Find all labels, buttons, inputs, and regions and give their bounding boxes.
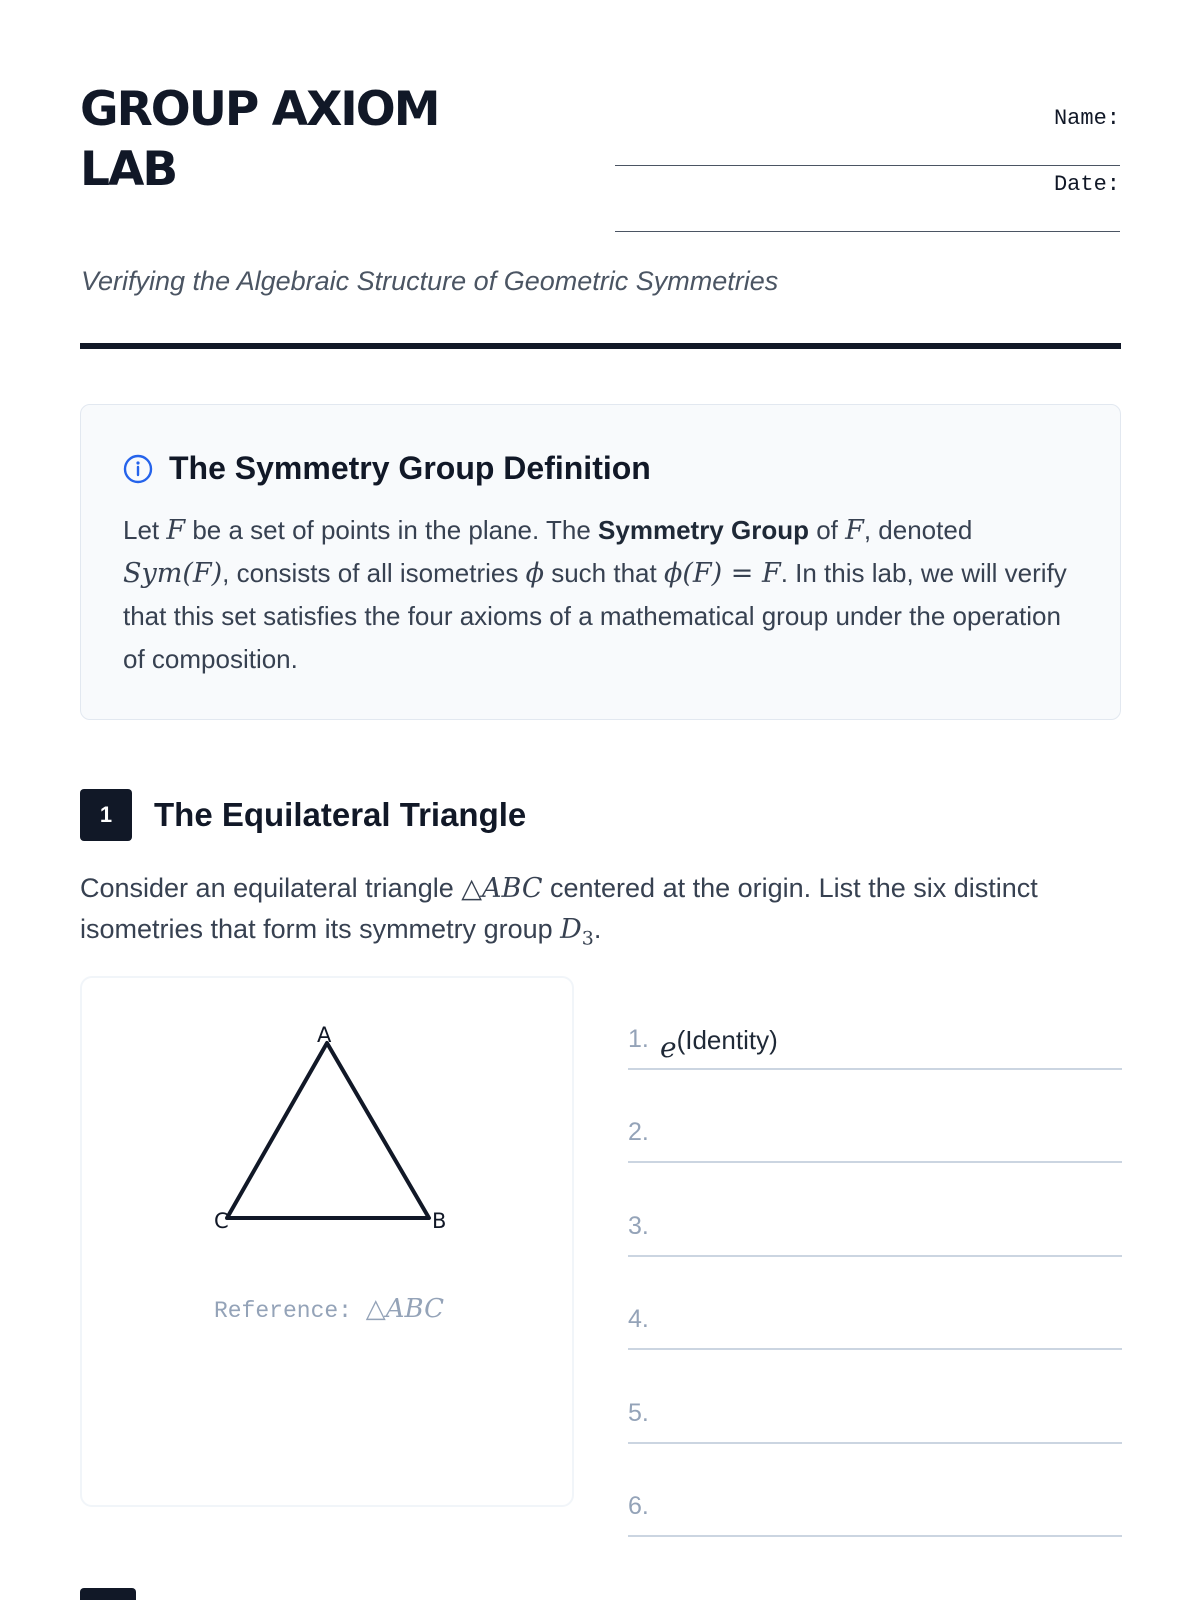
answer-line[interactable]: 3. xyxy=(628,1163,1122,1257)
answer-line[interactable]: 2. xyxy=(628,1070,1122,1164)
date-field[interactable] xyxy=(615,166,1120,232)
info-icon xyxy=(123,454,153,484)
definition-header xyxy=(123,450,651,487)
section-title: The Equilateral Triangle xyxy=(154,796,527,833)
answer-line[interactable]: 6. xyxy=(628,1444,1122,1538)
triangle-shape xyxy=(227,1043,429,1218)
vertex-c-label: C xyxy=(214,1209,229,1233)
date-label: Date: xyxy=(1053,172,1120,197)
section-1-prompt: Consider an equilateral triangle △ABC centered at the origin. List the six distinct isometries that form its symmetry group $D_3$. xyxy=(80,873,1038,950)
vertex-b-label: B xyxy=(432,1209,447,1233)
triangle-diagram xyxy=(82,978,576,1278)
header-divider xyxy=(80,343,1121,349)
answer-line[interactable]: 1. e(Identity) xyxy=(628,976,1122,1070)
page-subtitle: Verifying the Algebraic Structure of Geometric Symmetries xyxy=(81,266,779,296)
answer-line[interactable]: 4. xyxy=(628,1257,1122,1351)
triangle-figure xyxy=(80,976,574,1507)
next-section-badge xyxy=(80,1588,136,1600)
figure-caption: Reference: △ABC xyxy=(213,1294,445,1324)
student-info xyxy=(615,100,1120,232)
name-field[interactable] xyxy=(615,100,1120,166)
section-1-header xyxy=(80,789,526,841)
section-number-badge: 1 xyxy=(80,789,132,841)
isometry-answer-list xyxy=(628,976,1122,1537)
definition-title: The Symmetry Group Definition xyxy=(169,450,651,486)
definition-text: Let F be a set of points in the plane. The Symmetry Group of F, denoted Sym(F), consists of all isometries ϕ such that ϕ(F) = F. In this lab, we will verify that this set satisfies the four axioms of a mathematical group under the operation of composition. xyxy=(123,515,1067,674)
definition-box xyxy=(80,404,1121,720)
name-label: Name: xyxy=(1053,106,1120,131)
vertex-a-label: A xyxy=(317,1023,332,1047)
page-title: GROUP AXIOM LAB xyxy=(80,82,439,197)
answer-line[interactable]: 5. xyxy=(628,1350,1122,1444)
